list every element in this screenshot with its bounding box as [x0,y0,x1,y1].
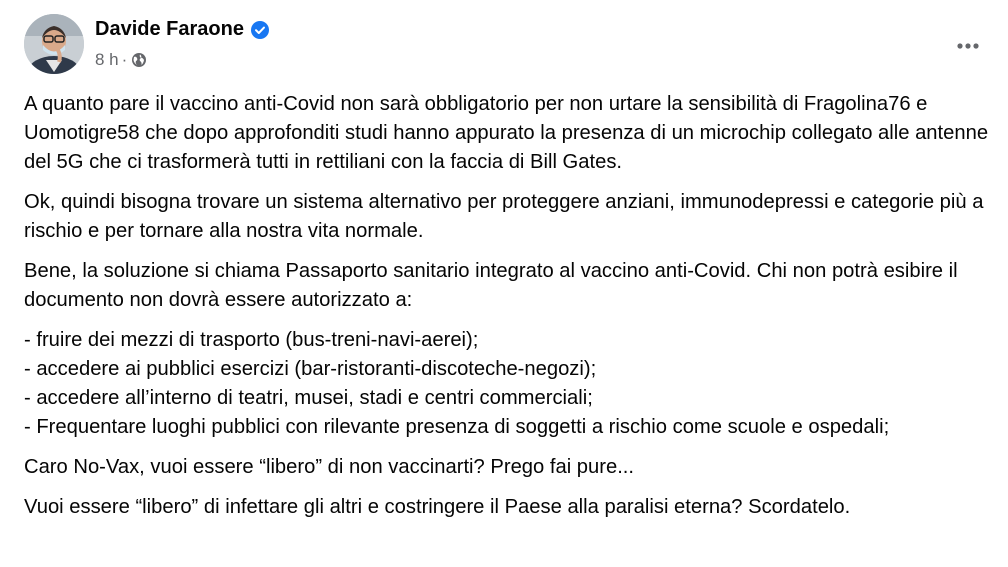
post-paragraph: Bene, la soluzione si chiama Passaporto sanitario integrato al vaccino anti-Covid. Chi non potrà esibire il documento non dovrà essere autorizzato a: [24,260,958,311]
avatar-photo [24,14,84,74]
post-paragraph: Vuoi essere “libero” di infettare gli altri e costringere il Paese alla paralisi eterna? Scordatelo. [24,496,851,518]
list-item: - Frequentare luoghi pubblici con rilevante presenza di soggetti a rischio come scuole e ospedali; [24,416,890,438]
post-paragraph: Caro No-Vax, vuoi essere “libero” di non vaccinarti? Prego fai pure... [24,456,635,478]
post-list [24,326,989,442]
post-paragraph: A quanto pare il vaccino anti-Covid non sarà obbligatorio per non urtare la sensibilità di Fragolina76 e Uomotigre58 che dopo approfonditi studi hanno appurato la presenza di un microchip collegato alle antenne del 5G che ci trasformerà tutti in rettiliani con la faccia di Bill Gates. [24,93,989,173]
meta-separator: · [121,50,128,69]
verified-badge-icon [251,21,269,39]
post-meta [95,50,147,70]
list-item: - fruire dei mezzi di trasporto (bus-treni-navi-aerei); [24,329,479,351]
more-options-icon [956,42,980,50]
globe-icon[interactable] [131,52,147,68]
post-timestamp[interactable]: 8 h [95,50,119,69]
post-paragraph: Ok, quindi bisogna trovare un sistema alternativo per proteggere anziani, immunodepressi e categorie più a rischio e per tornare alla nostra vita normale. [24,191,984,242]
post-header [24,12,984,82]
post-body [24,90,989,533]
more-options-button[interactable] [948,28,988,64]
avatar[interactable] [24,14,84,74]
author-name[interactable]: Davide Faraone [95,18,244,40]
list-item: - accedere all’interno di teatri, musei, stadi e centri commerciali; [24,387,593,409]
author-line [95,18,269,41]
list-item: - accedere ai pubblici esercizi (bar-ristoranti-discoteche-negozi); [24,358,597,380]
